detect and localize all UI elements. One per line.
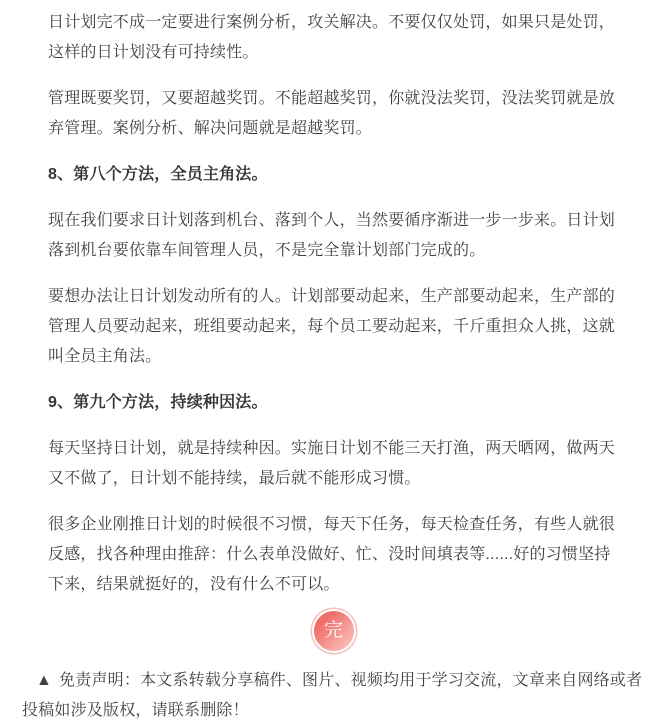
paragraph: 日计划完不成一定要进行案例分析，攻关解决。不要仅仅处罚，如果只是处罚，这样的日计划没有可持续性。: [48, 14, 616, 61]
paragraph: 管理既要奖罚，又要超越奖罚。不能超越奖罚，你就没法奖罚，没法奖罚就是放弃管理。案例分析、解决问题就是超越奖罚。: [48, 90, 616, 137]
section-heading-9: 9、第九个方法，持续种因法。: [48, 394, 268, 411]
triangle-icon: ▲: [36, 672, 53, 689]
paragraph: 现在我们要求日计划落到机台、落到个人，当然要循序渐进一步一步来。日计划落到机台要依靠车间管理人员，不是完全靠计划部门完成的。: [48, 212, 616, 259]
section-heading-8: 8、第八个方法，全员主角法。: [48, 166, 268, 183]
paragraph: 要想办法让日计划发动所有的人。计划部要动起来，生产部要动起来，生产部的管理人员要动起来，班组要动起来，每个员工要动起来，千斤重担众人挑，这就叫全员主角法。: [48, 288, 616, 365]
end-badge-container: [0, 608, 667, 654]
disclaimer-text: 免责声明：本文系转载分享稿件、图片、视频均用于学习交流，文章来自网络或者投稿如涉及版权，请联系删除！: [22, 672, 643, 719]
paragraph: 很多企业刚推日计划的时候很不习惯，每天下任务，每天检查任务，有些人就很反感，找各种理由推辞：什么表单没做好、忙、没时间填表等......好的习惯坚持下来，结果就挺好的，没有什么不可以。: [48, 516, 616, 593]
end-badge-icon: [314, 611, 354, 651]
disclaimer: [0, 666, 667, 726]
paragraph: 每天坚持日计划，就是持续种因。实施日计划不能三天打渔，两天晒网，做两天又不做了，日计划不能持续，最后就不能形成习惯。: [48, 440, 616, 487]
end-badge-label: 完: [323, 620, 344, 641]
